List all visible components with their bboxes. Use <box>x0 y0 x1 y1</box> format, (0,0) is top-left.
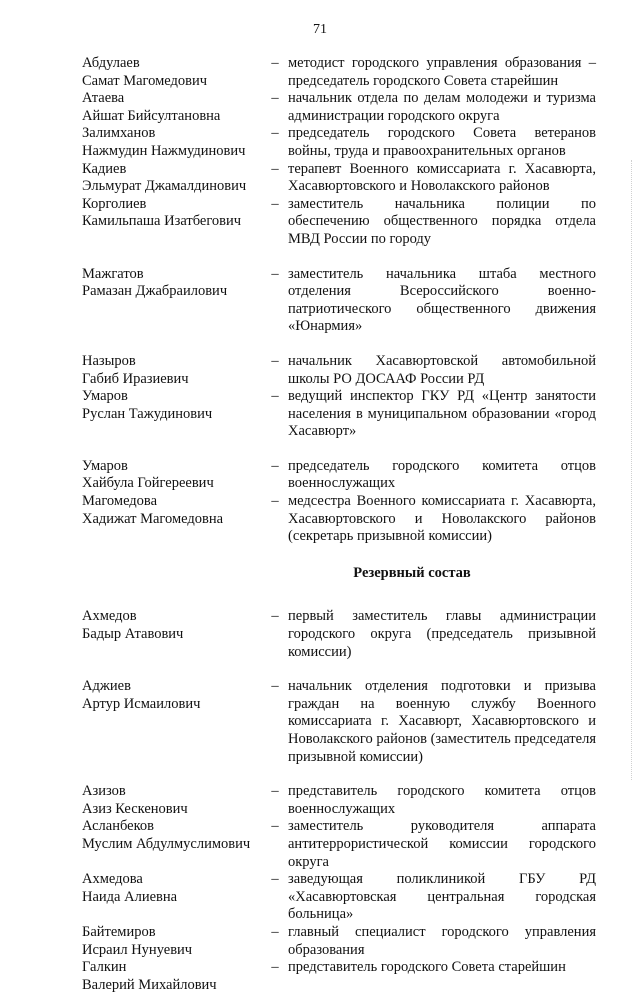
dash: – <box>271 90 279 107</box>
dash: – <box>271 871 279 888</box>
member-name: Залимханов Нажмудин Нажмудинович <box>82 125 246 159</box>
member-name: Корголиев Камильпаша Изатбегович <box>82 195 242 230</box>
commission-members <box>82 55 602 994</box>
member-name: Абдулаев Самат Магомедович <box>82 55 208 89</box>
member-entry <box>82 196 602 249</box>
member-name: Галкин Валерий Михайлович <box>82 959 217 993</box>
dash: – <box>271 352 279 369</box>
member-entry <box>82 161 602 196</box>
member-role: начальник отдела по делам молодежи и туризма администрации городского округа <box>288 90 596 124</box>
dash: – <box>271 160 279 177</box>
dash: – <box>271 678 279 695</box>
dash: – <box>271 265 279 282</box>
member-name: Аджиев Артур Исмаилович <box>82 678 201 712</box>
page-number: 71 <box>313 22 327 37</box>
member-name: Азизов Азиз Кескенович <box>82 783 188 817</box>
member-entry <box>82 55 602 90</box>
member-entry <box>82 493 602 546</box>
member-role: главный специалист городского управления образования <box>288 923 596 958</box>
member-name: Ахмедова Наида Алиевна <box>82 871 178 905</box>
member-role: представитель городского комитета отцов военнослужащих <box>288 783 596 817</box>
member-entry <box>82 353 602 388</box>
dash: – <box>271 608 279 625</box>
dash: – <box>271 457 279 474</box>
dash: – <box>271 388 279 405</box>
dash: – <box>271 959 279 976</box>
member-role: ведущий инспектор ГКУ РД «Центр занятости населения в муниципальном образовании «город Хасавюрт» <box>288 388 596 440</box>
member-role: заведующая поликлиникой ГБУ РД «Хасавюртовская центральная городская больница» <box>288 871 596 923</box>
member-role: медсестра Военного комиссариата г. Хасавюрта, Хасавюртовского и Новолакского районов (секретарь призывной комиссии) <box>288 493 596 545</box>
member-name: Атаева Айшат Бийсултановна <box>82 90 221 124</box>
member-name: Назыров Габиб Иразиевич <box>82 352 189 387</box>
dash: – <box>271 493 279 510</box>
reserve-entry <box>82 959 602 994</box>
reserve-section-title: Резервный состав <box>353 564 471 581</box>
reserve-entry <box>82 783 602 818</box>
member-entry <box>82 125 602 160</box>
dash: – <box>271 818 279 835</box>
scan-artifact <box>629 160 632 780</box>
reserve-entry <box>82 678 602 766</box>
dash: – <box>271 923 279 940</box>
member-name: Асланбеков Муслим Абдулмуслимович <box>82 818 251 852</box>
member-role: заместитель начальника штаба местного отделения Всероссийского военно-патриотического общественного движения «Юнармия» <box>288 265 596 335</box>
reserve-entry <box>82 924 602 959</box>
member-name: Байтемиров Исраил Нунуевич <box>82 923 193 958</box>
member-entry <box>82 90 602 125</box>
member-name: Мажгатов Рамазан Джабраилович <box>82 265 228 300</box>
member-name: Кадиев Эльмурат Джамалдинович <box>82 160 247 195</box>
member-role: первый заместитель главы администрации городского округа (председатель призывной комиссии) <box>288 608 596 660</box>
dash: – <box>271 195 279 212</box>
member-role: терапевт Военного комиссариата г. Хасавюрта, Хасавюртовского и Новолакского районов <box>288 160 596 195</box>
member-role: председатель городского комитета отцов военнослужащих <box>288 457 596 492</box>
member-name: Магомедова Хадижат Магомедовна <box>82 493 224 527</box>
member-role: методист городского управления образования – председатель городского Совета старейшин <box>288 55 596 89</box>
member-name: Ахмедов Бадыр Атавович <box>82 608 184 643</box>
dash: – <box>271 55 279 71</box>
member-name: Умаров Руслан Тажудинович <box>82 388 213 422</box>
member-entry <box>82 388 602 441</box>
member-role: председатель городского Совета ветеранов войны, труда и правоохранительных органов <box>288 125 596 159</box>
member-role: заместитель начальника полиции по обеспечению общественного порядка отдела МВД России по городу <box>288 195 596 247</box>
dash: – <box>271 125 279 142</box>
member-entry <box>82 266 602 336</box>
member-role: начальник Хасавюртовской автомобильной школы РО ДОСААФ России РД <box>288 352 596 387</box>
dash: – <box>271 783 279 800</box>
member-name: Умаров Хайбула Гойгереевич <box>82 457 214 492</box>
reserve-entry <box>82 608 602 661</box>
member-role: заместитель руководителя аппарата антитеррористической комиссии городского округа <box>288 818 596 870</box>
member-role: представитель городского Совета старейшин <box>288 959 566 976</box>
member-entry <box>82 458 602 493</box>
reserve-entry <box>82 818 602 871</box>
reserve-entry <box>82 871 602 924</box>
member-role: начальник отделения подготовки и призыва граждан на военную службу Военного комиссариата г. Хасавюрт, Хасавюртовского и Новолакского районов (заместитель председателя призывной комиссии) <box>288 678 596 765</box>
